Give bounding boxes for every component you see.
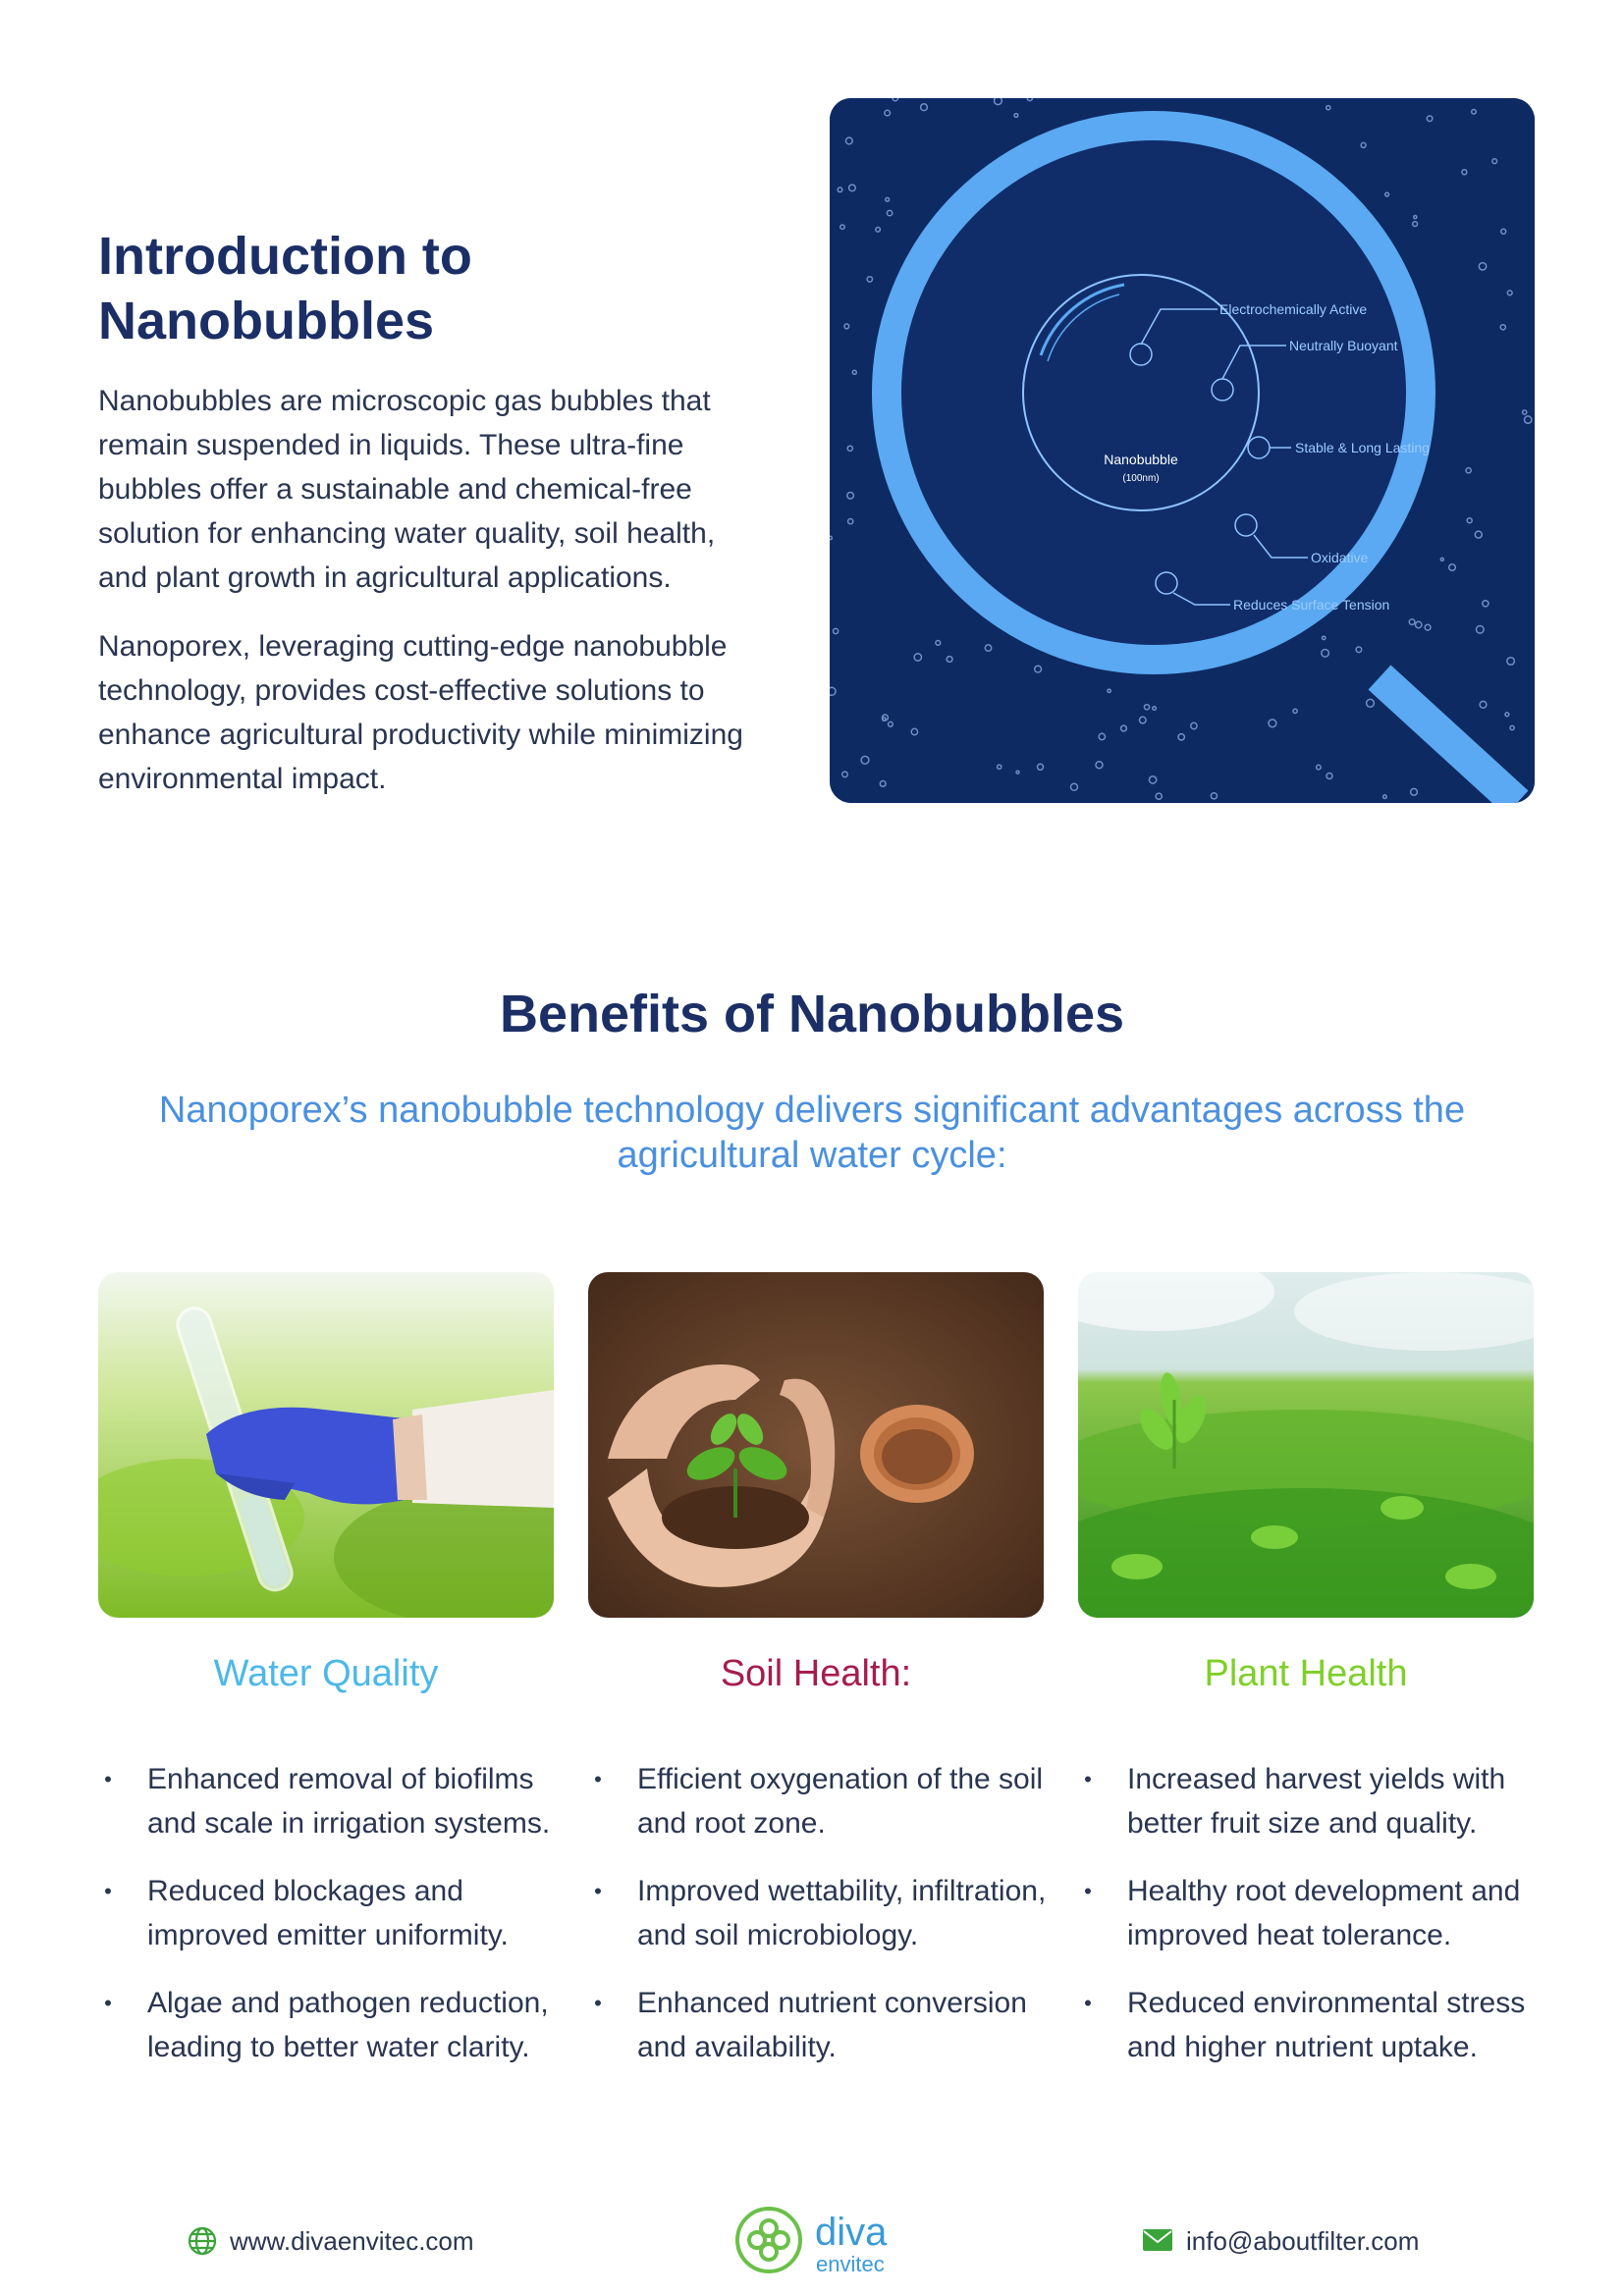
intro-paragraph-1: Nanobubbles are microscopic gas bubbles that remain suspended in liquids. These ultra-fine bubbles offer a sustainable and chemical-free solution for enhancing water quality, soil health, and plant growth in agricultural applications. xyxy=(98,385,716,594)
list-item: • Healthy root development and improved heat tolerance. xyxy=(1078,1869,1549,1957)
bubble-dot xyxy=(1532,107,1535,110)
mail-icon xyxy=(1142,2227,1173,2253)
diva-envitec-logo xyxy=(731,2191,908,2289)
bullet-icon: • xyxy=(1084,1767,1092,1791)
plant-health-list xyxy=(1078,1757,1549,2093)
bullet-icon: • xyxy=(104,1991,112,2015)
water-quality-photo xyxy=(98,1272,554,1618)
logo-subtext: envitec xyxy=(816,2252,885,2276)
benefits-title: Benefits of Nanobubbles xyxy=(499,985,1125,1043)
bullet-icon: • xyxy=(104,1879,112,1903)
property-label: Electrochemically Active xyxy=(1219,301,1368,317)
bullet-icon: • xyxy=(104,1767,112,1791)
list-item: • Increased harvest yields with better fruit size and quality. xyxy=(1078,1757,1549,1845)
water-quality-list xyxy=(98,1757,569,2093)
bullet-icon: • xyxy=(1084,1879,1092,1903)
soil-health-list xyxy=(588,1757,1059,2093)
list-item: • Efficient oxygenation of the soil and root zone. xyxy=(588,1757,1059,1845)
website-link[interactable]: www.divaenvitec.com xyxy=(230,2226,474,2256)
magnifier-lens xyxy=(887,126,1421,660)
plant-health-heading: Plant Health xyxy=(1204,1653,1408,1694)
property-label: Stable & Long Lasting xyxy=(1295,440,1430,455)
nanobubble-diagram xyxy=(830,98,1535,803)
list-item: • Reduced blockages and improved emitter uniformity. xyxy=(98,1869,569,1957)
property-label: Neutrally Buoyant xyxy=(1289,338,1398,353)
nanobubble-sublabel: (100nm) xyxy=(1122,473,1160,484)
list-item: • Algae and pathogen reduction, leading to better water clarity. xyxy=(98,1981,569,2069)
list-item: • Improved wettability, infiltration, and soil microbiology. xyxy=(588,1869,1059,1957)
list-item: • Enhanced removal of biofilms and scale in irrigation systems. xyxy=(98,1757,569,1845)
plant-health-photo xyxy=(1078,1272,1534,1618)
bullet-icon: • xyxy=(1084,1991,1092,2015)
nanobubble-label: Nanobubble xyxy=(1104,452,1178,467)
logo-text: diva xyxy=(815,2211,888,2254)
bullet-icon: • xyxy=(594,1991,602,2015)
soil-health-photo xyxy=(588,1272,1044,1618)
bullet-icon: • xyxy=(594,1879,602,1903)
list-item: • Reduced environmental stress and higher nutrient uptake. xyxy=(1078,1981,1549,2069)
property-label: Oxidative xyxy=(1311,550,1369,565)
benefits-subtitle: Nanoporex’s nanobubble technology delivers significant advantages across the agricultural water cycle: xyxy=(158,1090,1466,1176)
property-label: Reduces Surface Tension xyxy=(1233,597,1390,613)
soil-health-heading: Soil Health: xyxy=(720,1653,912,1694)
intro-title: Introduction to Nanobubbles xyxy=(98,227,472,350)
globe-icon xyxy=(187,2225,218,2257)
intro-paragraph-2: Nanoporex, leveraging cutting-edge nanobubble technology, provides cost-effective solutions to enhance agricultural productivity while minimizing environmental impact. xyxy=(98,630,743,795)
list-item: • Enhanced nutrient conversion and availability. xyxy=(588,1981,1059,2069)
email-link[interactable]: info@aboutfilter.com xyxy=(1186,2226,1420,2256)
bullet-icon: • xyxy=(594,1767,602,1791)
water-quality-heading: Water Quality xyxy=(213,1653,439,1694)
